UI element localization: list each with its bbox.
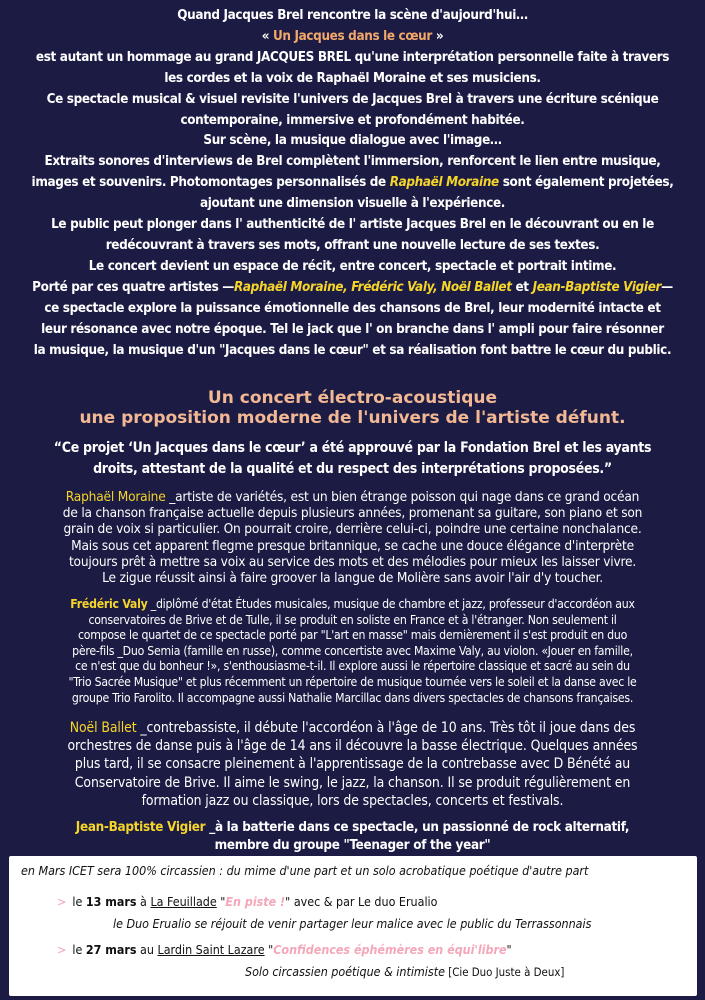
bio-line: "Trio Sacrée Musique" et plus récemment un répertoire de musique tournée vers le soleil et la danse avec le — [68, 674, 637, 689]
event-text: " — [506, 942, 512, 957]
bio-line: de la chanson française actuelle depuis plusieurs années, promenant sa guitare, son piano et son — [62, 505, 643, 522]
bio-name: Noël Ballet — [69, 720, 137, 736]
event-13-mars — [57, 894, 437, 909]
event-date: 27 mars — [85, 942, 137, 957]
bio-line: conservatoires de Brive et de Tulle, il se produit en soliste en France et à l'étranger. Non seulement il — [88, 612, 617, 627]
bio-name: Frédéric Valy — [70, 597, 148, 611]
event-text: " — [216, 894, 226, 909]
artist-name: Raphaël Moraine — [389, 175, 499, 191]
bio-line: formation jazz ou classique, lors de spectacles, concerts et festivals. — [141, 792, 564, 809]
bio-line: père-fils _Duo Semia (famille en russe), comme concertiste avec Maxime Valy, au violon. «Jouer en famille, — [72, 643, 633, 658]
bio-line: Mais sous cet apparent flegme presque britannique, se cache une douce élégance d'interprète — [71, 537, 634, 554]
bio-line: membre du groupe "Teenager of the year" — [214, 837, 491, 853]
event-place: Lardin Saint Lazare — [157, 942, 265, 957]
quote-line: “Ce projet ‘Un Jacques dans le cœur’ a été approuvé par la Fondation Brel et les ayants — [53, 440, 652, 456]
event-text: Solo circassien poétique & intimiste — [245, 964, 445, 979]
intro-line: leur résonance avec notre époque. Tel le jack que l' on branche dans l' ampli pour faire résonner — [41, 321, 664, 337]
intro-line — [6, 173, 699, 194]
event-date: 13 mars — [85, 894, 137, 909]
intro-text: — — [661, 279, 673, 295]
event-credit: [Cie Duo Juste à Deux] — [444, 965, 565, 979]
arrow-icon: > — [57, 894, 67, 909]
bio-line — [6, 719, 699, 737]
event-27-mars — [57, 942, 512, 957]
intro-text: images et souvenirs. Photomontages personnalisés de — [31, 175, 390, 191]
quote-mark: » — [432, 28, 444, 44]
bio-raphael-moraine — [6, 489, 699, 586]
arrow-icon: > — [57, 942, 67, 957]
intro-text: sont également projetées, — [498, 175, 674, 191]
heading-line: une proposition moderne de l'univers de l'artiste défunt. — [79, 408, 626, 428]
bio-line: grain de voix si particulier. On pourrait croire, derrière celui-ci, poindre une certaine nonchalance. — [63, 521, 642, 538]
bio-line: toujours prêt à mettre sa voix au service des mots et des mélodies pour mieux les laisser vivre. — [68, 553, 637, 570]
quote-mark: « — [261, 28, 273, 44]
bio-line — [6, 819, 699, 837]
bio-line: compose le quartet de ce spectacle porté par "L'art en masse" mais dernièrement il s'est produit en duo — [77, 628, 628, 643]
show-title-line — [6, 27, 699, 48]
intro-line: les cordes et la voix de Raphaël Moraine et ses musiciens. — [164, 70, 541, 86]
event-title: Confidences éphémères en équi'libre — [273, 942, 507, 957]
show-title: Un Jacques dans le cœur — [272, 28, 432, 44]
intro-line: Le public peut plonger dans l' authenticité de l' artiste Jacques Brel en le découvrant ou en le — [51, 217, 654, 233]
intro-line: ajoutant une dimension visuelle à l'expérience. — [199, 196, 506, 212]
event-place: La Feuillade — [150, 894, 217, 909]
intro-line: Extraits sonores d'interviews de Brel complètent l'immersion, renforcent le lien entre musique, — [44, 154, 661, 170]
intro-line: Quand Jacques Brel rencontre la scène d'aujourd'hui… — [177, 8, 528, 23]
intro-line: la musique, la musique d'un "Jacques dans le cœur" et sa réalisation font battre le cœur du public. — [33, 342, 672, 358]
event-text: le — [72, 942, 86, 957]
bio-line — [6, 489, 699, 505]
bio-name: Jean-Baptiste Vigier — [75, 820, 206, 835]
heading-line: Un concert électro-acoustique — [207, 388, 498, 408]
bio-line: plus tard, il se consacre pleinement à l'apprentissage de la contrebasse avec D Bénété au — [74, 756, 631, 773]
intro-line: Sur scène, la musique dialogue avec l'image… — [203, 133, 502, 149]
event-text: à — [136, 894, 151, 909]
artist-name: Jean-Baptiste Vigier — [532, 279, 662, 295]
events-header: en Mars ICET sera 100% circassien : du mime d'une part et un solo acrobatique poétique d'autre part — [21, 863, 589, 878]
bio-frederic-valy — [6, 597, 699, 706]
intro-line: Le concert devient un espace de récit, entre concert, spectacle et portrait intime. — [88, 258, 617, 274]
event-text: au — [136, 942, 158, 957]
approval-quote — [6, 438, 699, 480]
artist-names: Raphaël Moraine, Frédéric Valy, Noël Ballet — [233, 279, 512, 295]
bio-line: Le zigue réussit ainsi à faire groover la langue de Molière sans avoir l'air d'y toucher. — [102, 570, 603, 587]
event-text: le — [72, 894, 86, 909]
bio-noel-ballet — [6, 719, 699, 810]
intro-line: est autant un hommage au grand JACQUES BREL qu'une interprétation personnelle faite à travers — [35, 49, 670, 65]
bio-text: _à la batterie dans ce spectacle, un passionné de rock alternatif, — [205, 820, 630, 835]
section-heading — [6, 388, 699, 428]
intro-line: redécouvrant à travers ses mots, offrant une nouvelle lecture de ses textes. — [105, 237, 600, 253]
bio-line: orchestres de danse puis à l'âge de 14 ans il découvre la basse électrique. Quelques années — [67, 738, 638, 755]
events-box — [9, 856, 697, 996]
quote-line: droits, attestant de la qualité et du respect des interprétations proposées.” — [93, 461, 612, 477]
intro-line: Ce spectacle musical & visuel revisite l'univers de Jacques Brel à travers une écriture scénique — [46, 91, 659, 107]
intro-line — [6, 278, 699, 299]
intro-text: Porté par ces quatre artistes — — [32, 279, 234, 295]
event-text: " — [264, 942, 274, 957]
event-text: " avec & par Le duo Erualio — [285, 894, 438, 909]
bio-line: ce n'est que du bonheur !», s'enthousiasme-t-il. Il explore aussi le répertoire classique et sacré au sein du — [75, 659, 630, 674]
intro-paragraph — [6, 6, 699, 361]
bio-text: _contrebassiste, il débute l'accordéon à l'âge de 10 ans. Très tôt il joue dans des — [136, 720, 636, 736]
bio-jean-baptiste-vigier — [6, 819, 699, 854]
event-description: le Duo Erualio se réjouit de venir partager leur malice avec le public du Terrassonnais — [113, 916, 592, 931]
intro-line: ce spectacle explore la puissance émotionnelle des chansons de Brel, leur modernité intacte et — [44, 300, 661, 316]
intro-line: contemporaine, immersive et profondément habitée. — [180, 112, 525, 128]
event-title: En piste ! — [225, 894, 286, 909]
bio-name: Raphaël Moraine — [65, 489, 166, 505]
bio-text: _artiste de variétés, est un bien étrange poisson qui nage dans ce grand océan — [165, 489, 640, 505]
event-description — [245, 964, 564, 979]
intro-text: et — [511, 279, 533, 295]
bio-text: _diplômé d'état Études musicales, musique de chambre et jazz, professeur d'accordéon aux — [147, 597, 635, 611]
bio-line: groupe Trio Farolito. Il accompagne aussi Nathalie Marcillac dans divers spectacles de chansons françaises. — [71, 690, 634, 705]
bio-line: Conservatoire de Brive. Il aime le swing, le jazz, la chanson. Il se produit régulièrement en — [74, 774, 631, 791]
bio-line — [6, 597, 699, 613]
